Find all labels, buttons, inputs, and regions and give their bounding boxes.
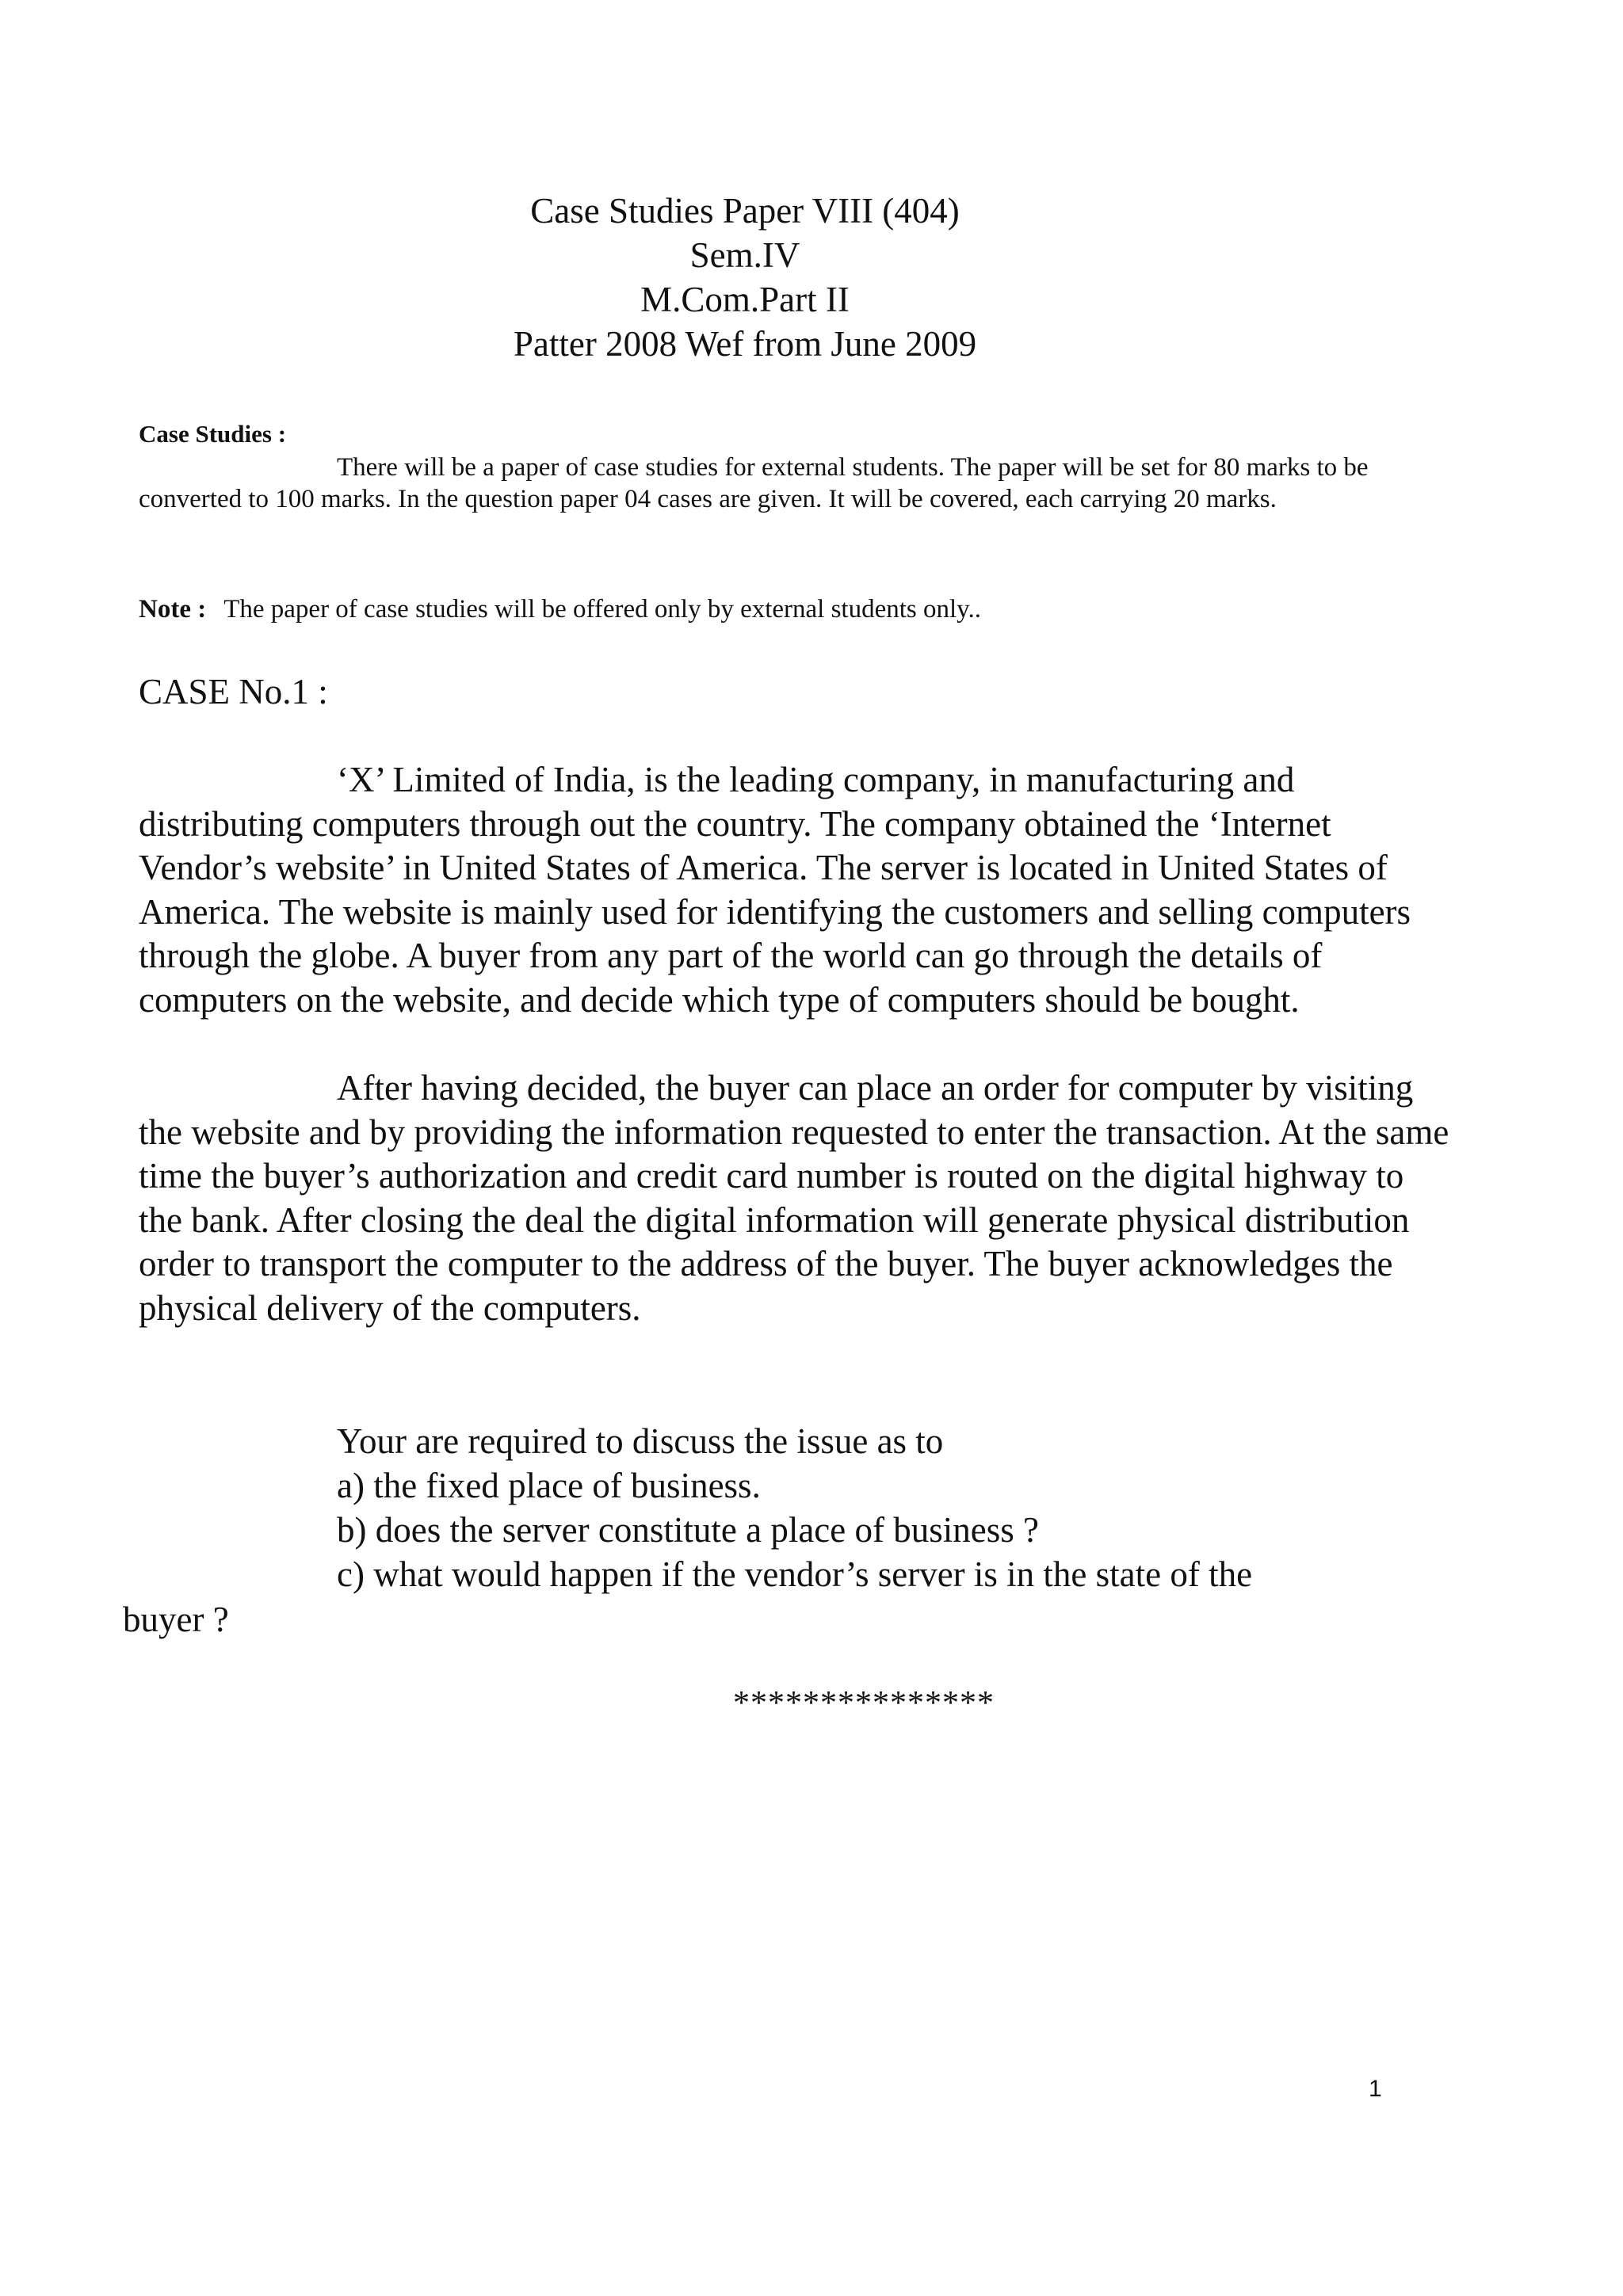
semester-line: Sem.IV — [689, 235, 800, 275]
paper-title: Case Studies Paper VIII (404) — [530, 191, 960, 231]
questions-intro: Your are required to discuss the issue as to — [337, 1421, 944, 1461]
case-paragraph-1 — [139, 758, 1454, 1023]
page-number: 1 — [1369, 2076, 1382, 2102]
question-c: c) what would happen if the vendor’s server is in the state of the — [337, 1554, 1253, 1594]
question-list — [337, 1419, 1252, 1596]
pattern-line: Patter 2008 Wef from June 2009 — [513, 324, 977, 364]
course-line: M.Com.Part II — [640, 280, 850, 319]
case-title: CASE No.1 : — [139, 672, 328, 711]
case-studies-paragraph — [139, 452, 1391, 515]
case-studies-label: Case Studies : — [139, 420, 287, 448]
separator-stars: *************** — [733, 1685, 995, 1722]
paper-header — [0, 189, 1623, 366]
note-line — [139, 593, 981, 625]
note-label: Note : — [139, 595, 207, 624]
case-paragraph-2-text: After having decided, the buyer can place an order for computer by visiting the website and by providing the information requested to enter the transaction. At the same time the buyer’s authorization and credit card number is routed on the digital highway to the bank. After closing the deal the digital information will generate physical distribution order to transport the computer to the address of the buyer. The buyer acknowledges the physical delivery of the computers. — [139, 1068, 1449, 1328]
case-studies-text: There will be a paper of case studies for external students. The paper will be set for 80 marks to be converted to 100 marks. In the question paper 04 cases are given. It will be covered, each carrying 20 marks. — [139, 453, 1369, 513]
question-a: a) the fixed place of business. — [337, 1466, 761, 1505]
case-paragraph-2 — [139, 1066, 1454, 1331]
question-c-continuation: buyer ? — [123, 1600, 229, 1639]
note-text: The paper of case studies will be offered only by external students only.. — [223, 595, 982, 624]
question-b: b) does the server constitute a place of business ? — [337, 1510, 1039, 1550]
case-paragraph-1-text: ‘X’ Limited of India, is the leading company, in manufacturing and distributing computers through out the country. The company obtained the ‘Internet Vendor’s website’ in United States of America. The server is located in United States of America. The website is mainly used for identifying the customers and selling computers through the globe. A buyer from any part of the world can go through the details of computers on the website, and decide which type of computers should be bought. — [139, 760, 1411, 1020]
